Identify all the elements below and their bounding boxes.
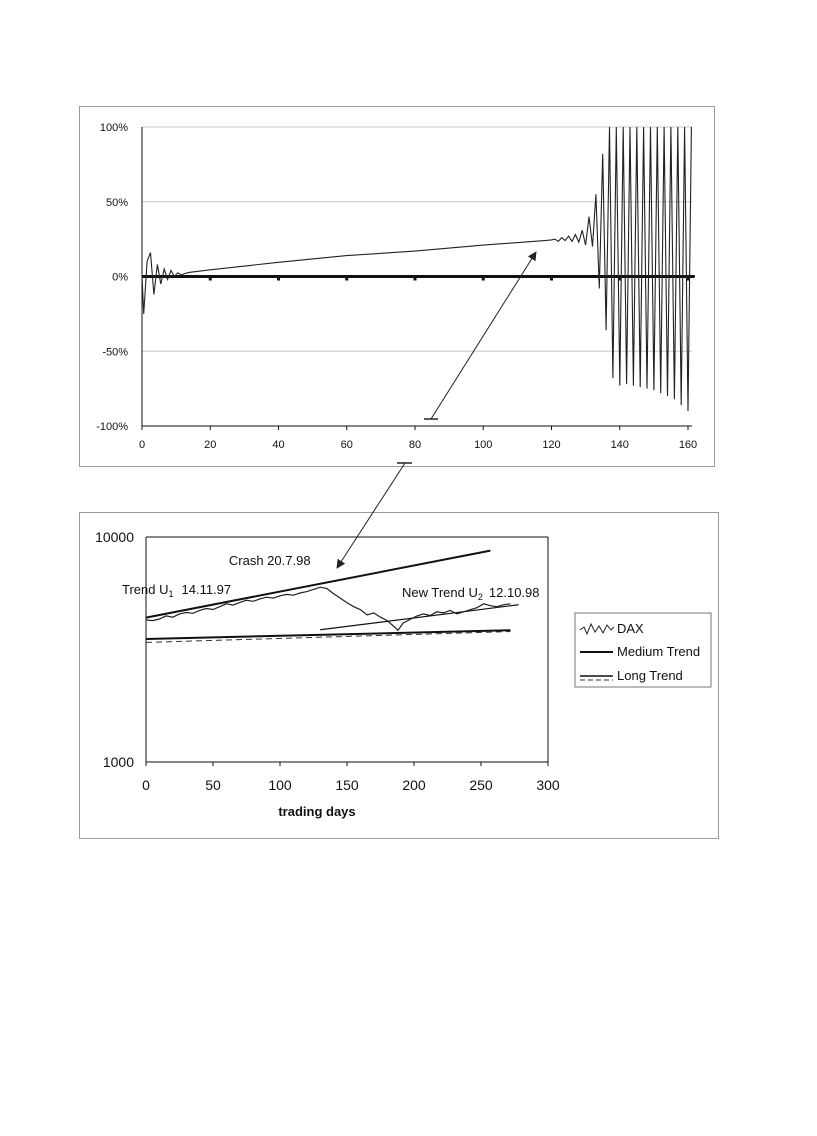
top-x-tick-label: 0: [138, 439, 146, 451]
oscillation-chart: [96, 122, 697, 451]
legend-label-dax: DAX: [617, 621, 644, 636]
bottom-x-axis-label: trading days: [278, 804, 356, 819]
bottom-x-tick-label: 150: [335, 777, 359, 793]
bottom-x-tick-label: 250: [469, 777, 493, 793]
bottom-y-tick-label: 10000: [95, 529, 134, 545]
annotation-new-trend-u2: New Trend $U_2$ 12.10.98: [402, 585, 540, 602]
top-x-tick-label: 100: [474, 439, 493, 451]
medium-trend-line: [146, 630, 510, 639]
top-x-tick-label: 120: [542, 439, 561, 451]
top-x-tick-label: 80: [408, 439, 422, 451]
top-y-tick-label: 50%: [105, 196, 128, 209]
medium-trend-line: [320, 605, 518, 630]
top-x-tick-label: 160: [678, 439, 698, 451]
bottom-x-tick-label: 300: [536, 777, 560, 793]
dax-log-chart: [95, 529, 560, 819]
top-baseline-marker: [209, 276, 212, 281]
top-baseline-marker: [550, 276, 553, 281]
top-y-tick-label: -100%: [96, 421, 128, 433]
top-baseline-marker: [482, 276, 485, 281]
bottom-x-tick-label: 200: [402, 777, 426, 793]
top-y-tick-label: -50%: [102, 346, 128, 359]
top-x-tick-label: 60: [340, 439, 353, 451]
top-baseline-marker: [345, 276, 348, 281]
dax-chart-legend: [575, 613, 711, 687]
top-baseline-marker: [414, 276, 417, 281]
top-y-tick-label: 0%: [112, 271, 128, 284]
bottom-x-tick-label: 100: [268, 777, 292, 793]
legend-label-medium-trend: Medium Trend: [617, 644, 701, 659]
crash-connector-arrow: [337, 463, 405, 568]
bottom-x-tick-label: 0: [142, 777, 150, 793]
bottom-x-tick-label: 50: [205, 777, 221, 793]
bottom-y-tick-label: 1000: [102, 754, 134, 770]
top-x-tick-label: 140: [610, 439, 629, 451]
legend-label-long-trend: Long Trend: [617, 668, 683, 683]
top-oscillation-line: [142, 127, 691, 411]
annotation-trend-u1: Trend $U_1$ 14.11.97: [122, 582, 232, 599]
top-x-tick-label: 40: [272, 439, 285, 451]
top-x-tick-label: 20: [204, 439, 217, 451]
annotation-crash: Crash 20.7.98: [228, 553, 311, 569]
top-baseline-marker: [277, 276, 280, 281]
top-y-tick-label: 100%: [99, 122, 128, 134]
